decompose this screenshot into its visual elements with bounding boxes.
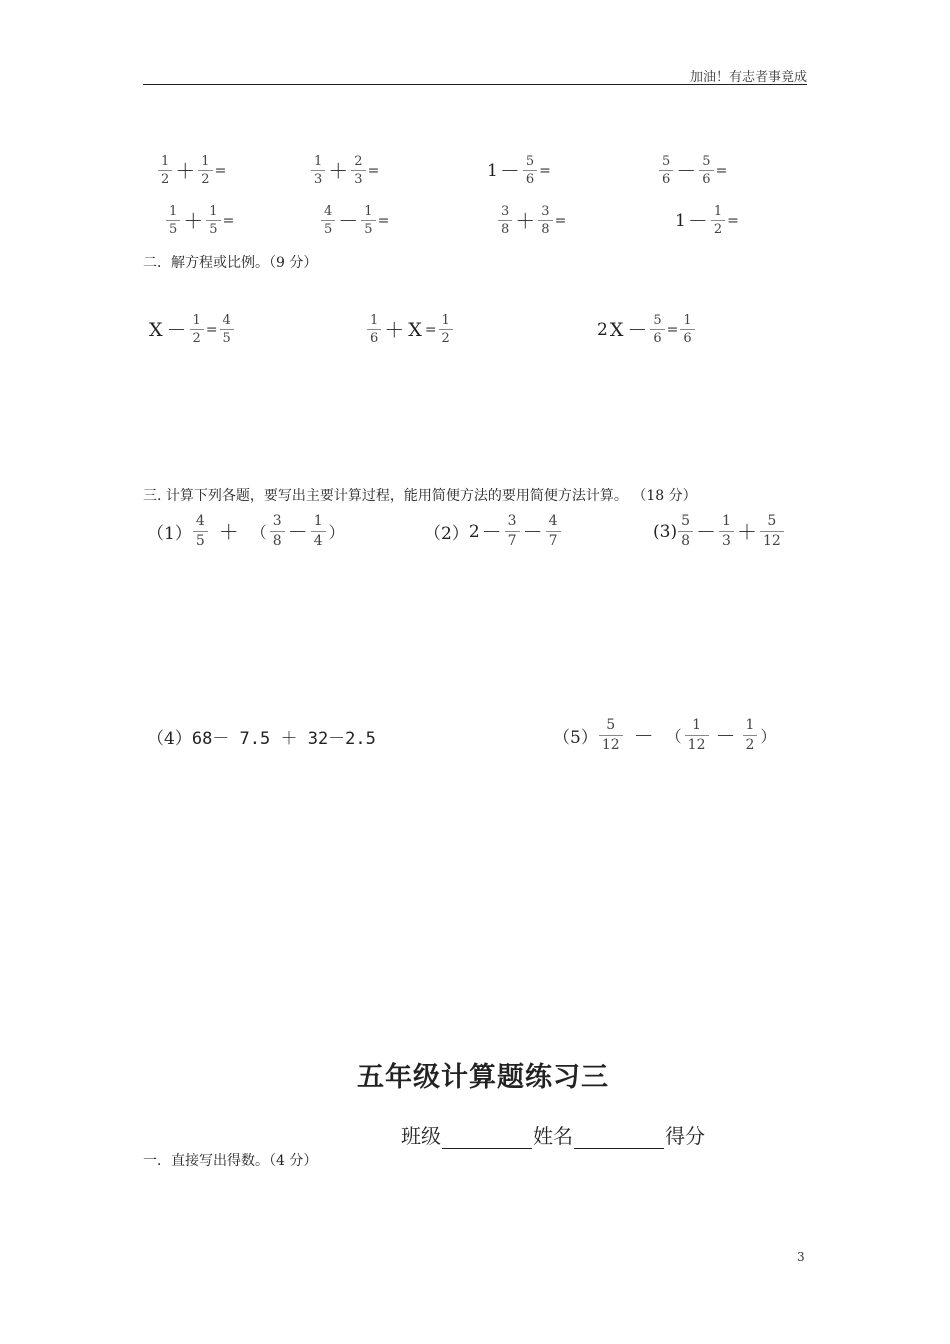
class-label: 班级: [401, 1124, 441, 1148]
name-label: 姓名: [533, 1124, 573, 1148]
row1-item-4: $\frac{5}{6}$ － $\frac{5}{6}$ =: [658, 153, 728, 188]
fraction: $\frac{1}{12}$: [685, 716, 709, 755]
equation-3: 2 X － $\frac{5}{6}$ = $\frac{1}{6}$: [597, 312, 696, 347]
fraction: $\frac{1}{2}$: [190, 312, 204, 347]
fraction: $\frac{5}{12}$: [599, 716, 623, 755]
row1-item-3: 1 － $\frac{5}{6}$ =: [487, 154, 551, 187]
fraction: $\frac{1}{6}$: [680, 312, 694, 347]
fraction: $\frac{4}{5}$: [321, 203, 335, 238]
problem-3: (3) $\frac{5}{8}$ － $\frac{1}{3}$ ＋ $\frac{5}{12}$: [653, 512, 785, 551]
fraction: $\frac{3}{7}$: [505, 512, 520, 551]
fraction: $\frac{5}{6}$: [659, 153, 673, 188]
header-motto: 加油！有志者事竟成: [689, 70, 807, 85]
row2-item-4: 1 － $\frac{1}{2}$ =: [675, 204, 739, 237]
problem-1: （1） $\frac{4}{5}$ ＋ （ $\frac{3}{8}$ － $\frac{1}{4}$ ）: [147, 513, 345, 549]
fraction: $\frac{1}{2}$: [198, 153, 212, 188]
row1-item-1: $\frac{1}{2}$ ＋ $\frac{1}{2}$ =: [157, 153, 227, 188]
row2-item-3: $\frac{3}{8}$ ＋ $\frac{3}{8}$ =: [497, 203, 567, 238]
fraction: $\frac{1}{5}$: [361, 203, 375, 238]
fraction: $\frac{1}{2}$: [439, 312, 453, 347]
fraction: $\frac{1}{2}$: [711, 203, 725, 238]
row2-item-1: $\frac{1}{5}$ ＋ $\frac{1}{5}$ =: [165, 203, 235, 238]
fraction: $\frac{1}{3}$: [311, 153, 325, 188]
fraction: $\frac{5}{6}$: [523, 153, 537, 188]
fraction: $\frac{5}{6}$: [699, 153, 713, 188]
fraction: $\frac{3}{8}$: [270, 512, 285, 551]
section3-heading: 三. 计算下列各题，要写出主要计算过程，能用简便方法的要用简便方法计算。 （18 分）: [143, 488, 697, 504]
section2-heading: 二．解方程或比例。（9 分）: [143, 255, 318, 271]
header-rule: [143, 84, 807, 85]
fraction: $\frac{1}{2}$: [158, 153, 172, 188]
practice3-section1-heading: 一．直接写出得数。（4 分）: [143, 1153, 318, 1169]
row1-item-2: $\frac{1}{3}$ ＋ $\frac{2}{3}$ =: [310, 153, 380, 188]
problem-5: （5） $\frac{5}{12}$ － （ $\frac{1}{12}$ － $\frac{1}{2}$ ）: [553, 717, 777, 753]
equation-1: X － $\frac{1}{2}$ = $\frac{4}{5}$: [147, 312, 235, 347]
fraction: $\frac{1}{2}$: [743, 716, 758, 755]
student-info-line: [401, 1120, 705, 1149]
name-blank[interactable]: [574, 1126, 664, 1149]
fraction: $\frac{5}{12}$: [760, 512, 784, 551]
class-blank[interactable]: [442, 1126, 532, 1149]
fraction: $\frac{1}{3}$: [719, 512, 734, 551]
fraction: $\frac{3}{8}$: [538, 203, 552, 238]
practice-title: 五年级计算题练习三: [357, 1062, 609, 1093]
fraction: $\frac{4}{5}$: [220, 312, 234, 347]
fraction: $\frac{1}{6}$: [367, 312, 381, 347]
fraction: $\frac{1}{4}$: [311, 512, 326, 551]
problem-2: （2） 2 － $\frac{3}{7}$ － $\frac{4}{7}$: [424, 512, 562, 551]
row2-item-2: $\frac{4}{5}$ － $\frac{1}{5}$ =: [320, 203, 390, 238]
fraction: $\frac{4}{7}$: [546, 512, 561, 551]
problem-4: （4） 68－ 7.5 ＋ 32－2.5: [147, 729, 376, 749]
fraction: $\frac{1}{5}$: [166, 203, 180, 238]
fraction: $\frac{2}{3}$: [351, 153, 365, 188]
page-number: 3: [797, 1250, 805, 1264]
fraction: $\frac{4}{5}$: [193, 512, 208, 551]
score-label: 得分: [665, 1124, 705, 1148]
equation-2: $\frac{1}{6}$ ＋ X = $\frac{1}{2}$: [366, 312, 454, 347]
fraction: $\frac{5}{6}$: [650, 312, 664, 347]
fraction: $\frac{5}{8}$: [678, 512, 693, 551]
fraction: $\frac{1}{5}$: [206, 203, 220, 238]
fraction: $\frac{3}{8}$: [498, 203, 512, 238]
